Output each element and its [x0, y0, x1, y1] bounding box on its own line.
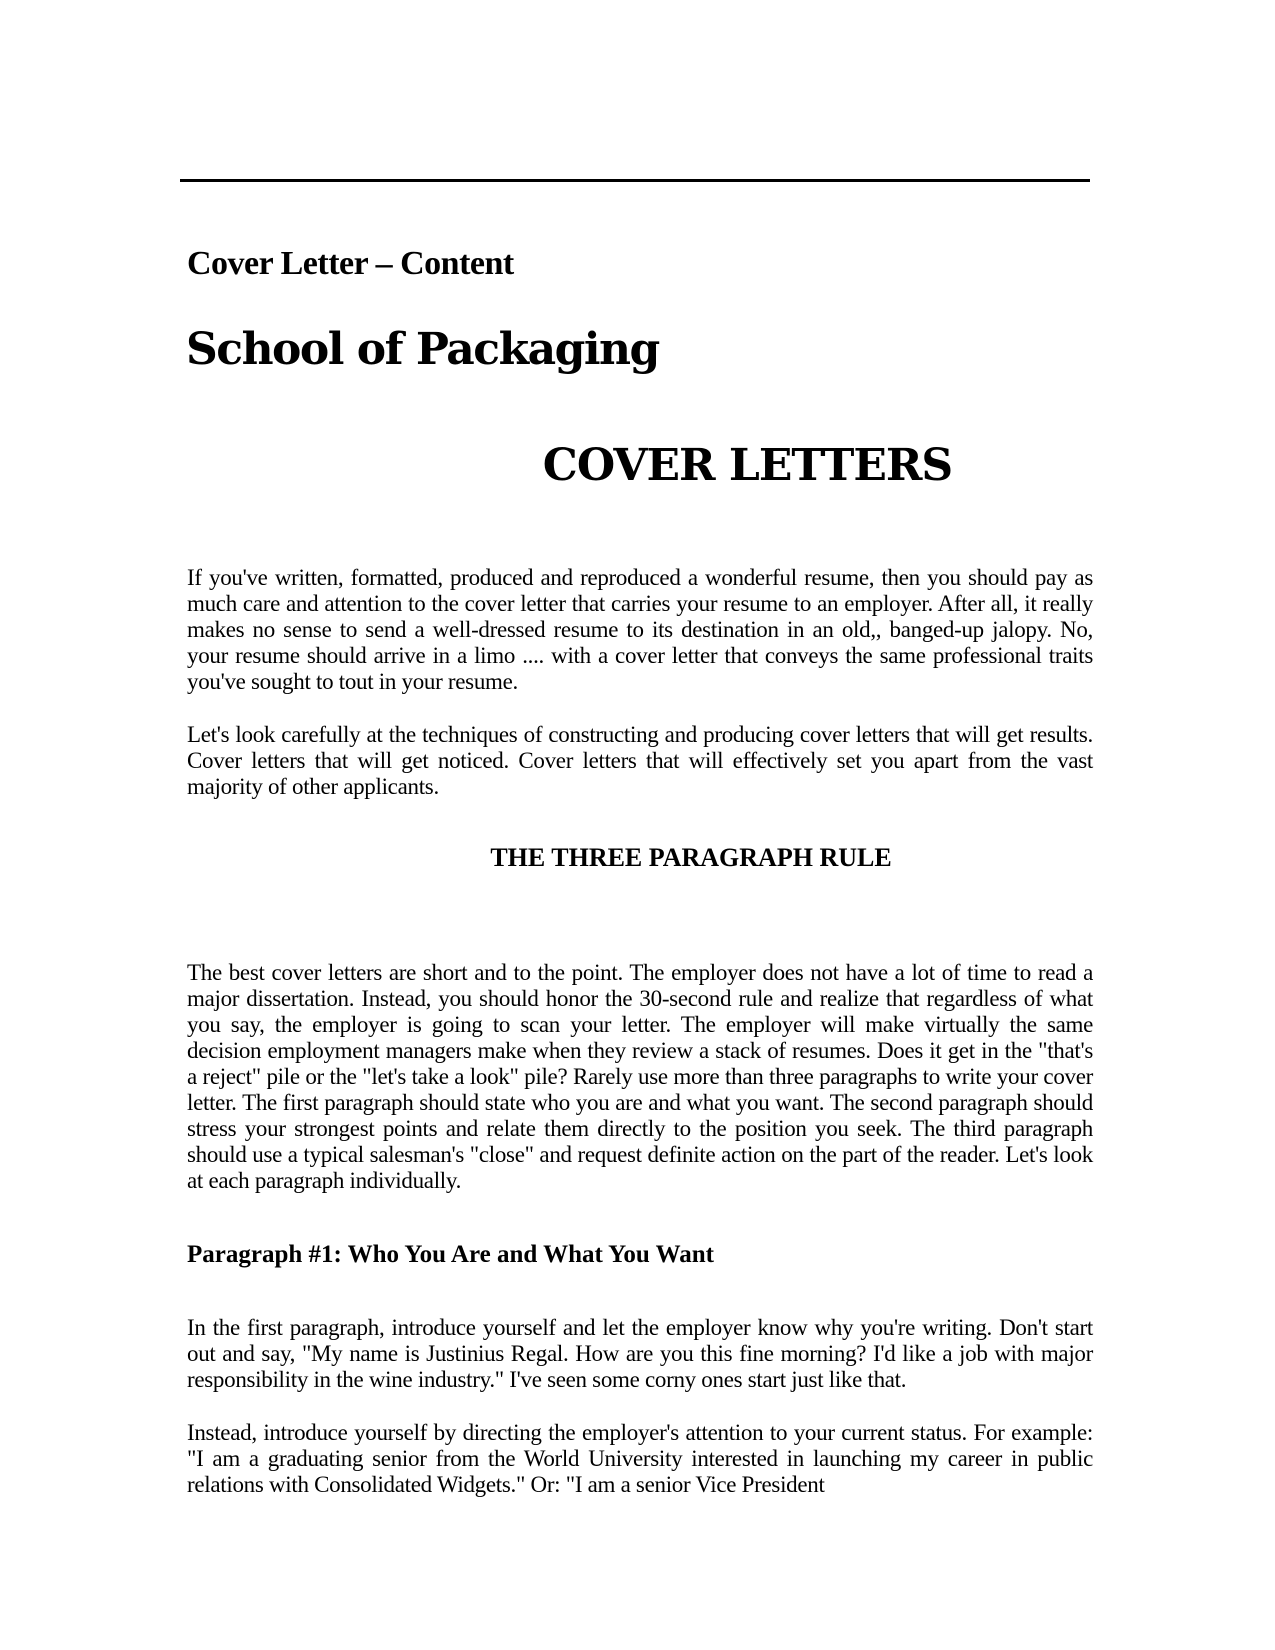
intro-paragraph: If you've written, formatted, produced and reproduced a wonderful resume, then you should pay as much care and attention to the cover letter that carries your resume to an employer. After all, it really makes no sense to send a well-dressed resume to its destination in an old,, banged-up jalopy. No, your resume should arrive in a limo .... with a cover letter that conveys the same professional traits you've sought to tout in your resume.	[187, 565, 1093, 694]
paragraph-1-example-paragraph: Instead, introduce yourself by directing the employer's attention to your current status. For example: "I am a graduating senior from the World University interested in launching my career in public relations with Consolidated Widgets." Or: "I am a senior Vice President	[187, 1420, 1093, 1497]
three-paragraph-rule-paragraph: The best cover letters are short and to the point. The employer does not have a lot of time to read a major dissertation. Instead, you should honor the 30-second rule and realize that regardless of what you say, the employer is going to scan your letter. The employer will make virtually the same decision employment managers make when they review a stack of resumes. Does it get in the "that's a reject" pile or the "let's take a look" pile? Rarely use more than three paragraphs to write your cover letter. The first paragraph should state who you are and what you want. The second paragraph should stress your strongest points and relate them directly to the position you seek. The third paragraph should use a typical salesman's "close" and request definite action on the part of the reader. Let's look at each paragraph individually.	[187, 960, 1093, 1193]
techniques-paragraph: Let's look carefully at the techniques of constructing and producing cover letters that will get results. Cover letters that will get noticed. Cover letters that will effectively set you apart from the vast majority of other applicants.	[187, 722, 1093, 799]
subject-heading: Cover Letter – Content	[187, 245, 514, 282]
document-title: COVER LETTERS	[542, 440, 953, 491]
school-heading: School of Packaging	[186, 324, 659, 375]
section-heading-paragraph-1: Paragraph #1: Who You Are and What You Want	[187, 1241, 714, 1268]
paragraph-1-intro-paragraph: In the first paragraph, introduce yourself and let the employer know why you're writing. Don't start out and say, "My name is Justinius Regal. How are you this fine morning? I'd like a job with major responsibility in the wine industry." I've seen some corny ones start just like that.	[187, 1315, 1093, 1392]
top-horizontal-rule	[180, 179, 1090, 182]
section-heading-three-paragraph-rule: THE THREE PARAGRAPH RULE	[490, 843, 892, 872]
